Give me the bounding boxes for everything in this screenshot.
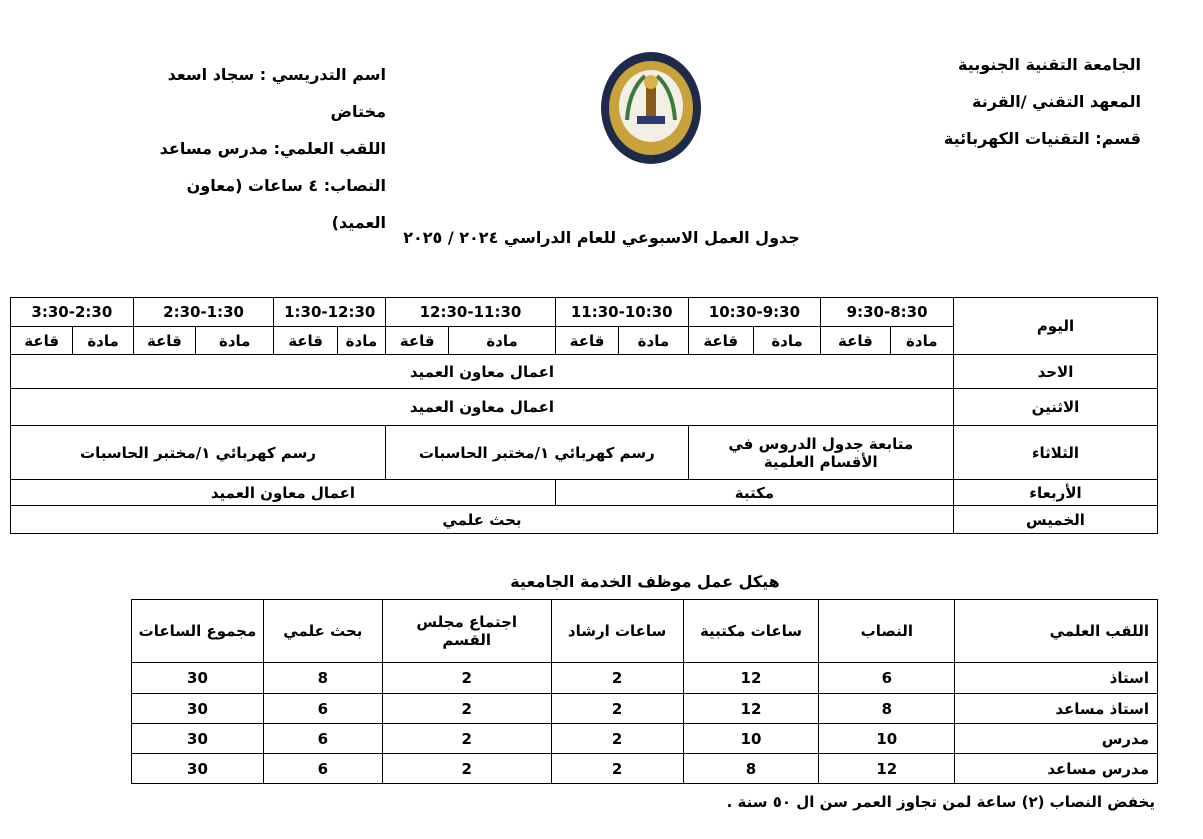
institute-name: المعهد التقني /القرنة xyxy=(972,92,1141,111)
row-guidance-hours: 2 xyxy=(551,694,683,724)
subject-label: مادة xyxy=(337,327,385,355)
row-guidance-hours: 2 xyxy=(551,724,683,754)
row-total: 30 xyxy=(132,754,264,784)
day-thursday: الخميس xyxy=(953,506,1157,534)
table-row xyxy=(132,754,1158,784)
room-label: قاعة xyxy=(386,327,449,355)
page-title: جدول العمل الاسبوعي للعام الدراسي ٢٠٢٤ / ٢٠٢٥ xyxy=(403,228,800,247)
header-office-hours: ساعات مكتبية xyxy=(683,600,819,663)
row-council-meeting: 2 xyxy=(382,754,551,784)
period-6: 2:30-1:30 xyxy=(133,298,274,327)
row-total: 30 xyxy=(132,724,264,754)
periods-row xyxy=(11,298,1158,327)
room-label: قاعة xyxy=(274,327,337,355)
room-label: قاعة xyxy=(555,327,618,355)
row-office-hours: 8 xyxy=(683,754,819,784)
day-tuesday: الثلاثاء xyxy=(953,426,1157,480)
row-research: 6 xyxy=(263,754,382,784)
tuesday-activity-1: متابعة جدول الدروس في الأقسام العلمية xyxy=(688,426,953,480)
table-row xyxy=(132,663,1158,694)
period-7: 3:30-2:30 xyxy=(11,298,134,327)
thursday-activity: بحث علمي xyxy=(11,506,954,534)
room-label: قاعة xyxy=(133,327,195,355)
teacher-name: اسم التدريسي : سجاد اسعد مختاض xyxy=(167,65,386,121)
day-monday: الاثنين xyxy=(953,389,1157,426)
schedule-row-monday xyxy=(11,389,1158,426)
row-council-meeting: 2 xyxy=(382,724,551,754)
header-academic-title: اللقب العلمي xyxy=(955,600,1158,663)
workload-title: هيكل عمل موظف الخدمة الجامعية xyxy=(510,572,780,591)
day-wednesday: الأربعاء xyxy=(953,480,1157,506)
wednesday-activity-2: اعمال معاون العميد xyxy=(11,480,556,506)
period-4: 12:30-11:30 xyxy=(386,298,556,327)
table-row xyxy=(132,694,1158,724)
row-guidance-hours: 2 xyxy=(551,754,683,784)
tuesday-activity-3: رسم كهربائي ١/مختبر الحاسبات xyxy=(11,426,386,480)
header-council-meeting: اجتماع مجلس القسم xyxy=(382,600,551,663)
schedule-row-wednesday xyxy=(11,480,1158,506)
header-quota: النصاب xyxy=(819,600,955,663)
row-office-hours: 12 xyxy=(683,694,819,724)
subject-label: مادة xyxy=(753,327,820,355)
day-header: اليوم xyxy=(953,298,1157,355)
row-research: 6 xyxy=(263,724,382,754)
period-2: 10:30-9:30 xyxy=(688,298,821,327)
university-logo xyxy=(599,50,703,168)
row-council-meeting: 2 xyxy=(382,663,551,694)
schedule-row-tuesday xyxy=(11,426,1158,480)
header-total-hours: مجموع الساعات xyxy=(132,600,264,663)
room-label: قاعة xyxy=(821,327,890,355)
period-3: 11:30-10:30 xyxy=(555,298,688,327)
row-title: استاذ مساعد xyxy=(955,694,1158,724)
row-total: 30 xyxy=(132,663,264,694)
row-council-meeting: 2 xyxy=(382,694,551,724)
tuesday-activity-2: رسم كهربائي ١/مختبر الحاسبات xyxy=(386,426,689,480)
row-research: 8 xyxy=(263,663,382,694)
period-5: 1:30-12:30 xyxy=(274,298,386,327)
monday-activity: اعمال معاون العميد xyxy=(11,389,954,426)
row-total: 30 xyxy=(132,694,264,724)
room-label: قاعة xyxy=(688,327,753,355)
weekly-schedule-table xyxy=(10,297,1158,534)
academic-title: اللقب العلمي: مدرس مساعد xyxy=(159,139,386,158)
university-name: الجامعة التقنية الجنوبية xyxy=(958,55,1141,74)
row-office-hours: 10 xyxy=(683,724,819,754)
subject-label: مادة xyxy=(449,327,556,355)
subject-label: مادة xyxy=(619,327,688,355)
room-label: قاعة xyxy=(11,327,73,355)
workload-header-row xyxy=(132,600,1158,663)
row-research: 6 xyxy=(263,694,382,724)
row-title: مدرس مساعد xyxy=(955,754,1158,784)
header-guidance-hours: ساعات ارشاد xyxy=(551,600,683,663)
subject-label: مادة xyxy=(890,327,953,355)
row-guidance-hours: 2 xyxy=(551,663,683,694)
department-name: قسم: التقنيات الكهربائية xyxy=(943,129,1141,148)
institution-header xyxy=(944,46,1141,157)
table-row xyxy=(132,724,1158,754)
period-1: 9:30-8:30 xyxy=(821,298,954,327)
day-sunday: الاحد xyxy=(953,355,1157,389)
teacher-info xyxy=(128,56,386,241)
row-quota: 10 xyxy=(819,724,955,754)
subject-label: مادة xyxy=(196,327,274,355)
row-quota: 8 xyxy=(819,694,955,724)
schedule-row-thursday xyxy=(11,506,1158,534)
header-research: بحث علمي xyxy=(263,600,382,663)
teaching-quota: النصاب: ٤ ساعات (معاون العميد) xyxy=(186,176,386,232)
row-quota: 12 xyxy=(819,754,955,784)
schedule-row-sunday xyxy=(11,355,1158,389)
row-office-hours: 12 xyxy=(683,663,819,694)
row-title: استاذ xyxy=(955,663,1158,694)
wednesday-activity-1: مكتبة xyxy=(555,480,953,506)
workload-table xyxy=(131,599,1158,784)
row-quota: 6 xyxy=(819,663,955,694)
subject-label: مادة xyxy=(73,327,133,355)
row-title: مدرس xyxy=(955,724,1158,754)
footnote: يخفض النصاب (٢) ساعة لمن تجاوز العمر سن ال ٥٠ سنة . xyxy=(726,793,1155,811)
sunday-activity: اعمال معاون العميد xyxy=(11,355,954,389)
